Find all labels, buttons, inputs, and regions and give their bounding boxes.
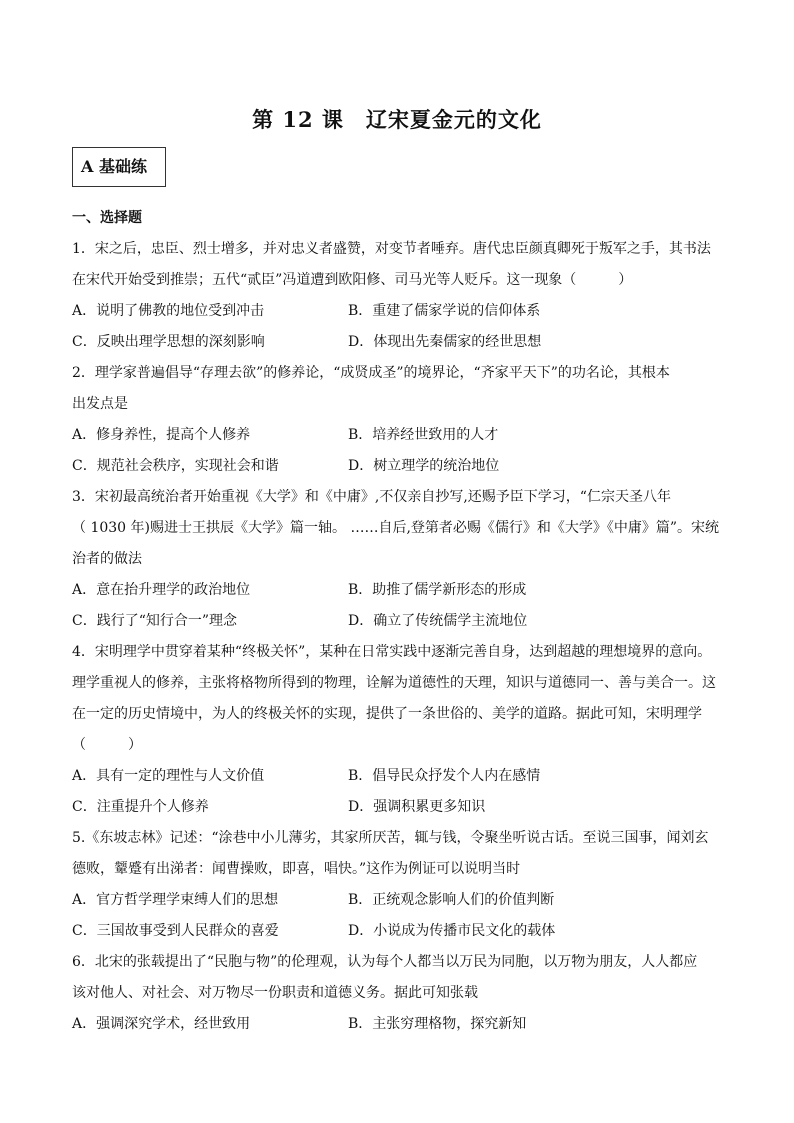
question-2: [72, 358, 722, 482]
question-6: [72, 947, 722, 1040]
question-2-line-2: 出发点是: [72, 396, 128, 412]
page-title: 第 12 课 辽宋夏金元的文化: [252, 107, 542, 132]
question-4-line-4: （ ）: [72, 737, 142, 753]
question-2-option-a[interactable]: A．修身养性，提高个人修养: [72, 427, 251, 443]
question-5-line-2: 德败，颦蹙有出涕者：闻曹操败，即喜，唱快。”这作为例证可以说明当时: [72, 861, 521, 877]
question-5: [72, 823, 722, 947]
question-1-option-a[interactable]: A．说明了佛教的地位受到冲击: [72, 303, 265, 319]
question-1-line-2: 在宋代开始受到推崇；五代“贰臣”冯道遭到欧阳修、司马光等人贬斥。这一现象（ ）: [72, 272, 633, 288]
question-4-option-b[interactable]: B．倡导民众抒发个人内在感情: [348, 768, 541, 784]
question-list: [72, 203, 722, 1040]
question-3-option-d[interactable]: D．确立了传统儒学主流地位: [348, 613, 528, 629]
question-3-option-c[interactable]: C．践行了“知行合一”理念: [72, 613, 238, 629]
question-5-line-1: 5.《东坡志林》记述：“涂巷中小儿薄劣，其家所厌苦，辄与钱，令聚坐听说古话。至说三国事，闻刘玄: [72, 830, 709, 846]
question-2-line-1: 2．理学家普遍倡导“存理去欲”的修养论，“成贤成圣”的境界论，“齐家平天下”的功名论，其根本: [72, 365, 670, 381]
question-1-line-1: 1．宋之后，忠臣、烈士增多，并对忠义者盛赞，对变节者唾弃。唐代忠臣颜真卿死于叛军之手，其书法: [72, 241, 711, 257]
question-1-option-c[interactable]: C．反映出理学思想的深刻影响: [72, 334, 265, 350]
question-4-line-2: 理学重视人的修养，主张将格物所得到的物理，诠解为道德性的天理，知识与道德同一、善与美合一。这: [72, 675, 716, 691]
question-6-option-a[interactable]: A．强调深究学术，经世致用: [72, 1016, 251, 1032]
section-label: A 基础练: [72, 147, 166, 187]
question-2-options-row-1: [72, 420, 722, 451]
question-5-option-b[interactable]: B．正统观念影响人们的价值判断: [348, 892, 555, 908]
question-4-option-a[interactable]: A．具有一定的理性与人文价值: [72, 768, 265, 784]
question-5-option-c[interactable]: C．三国故事受到人民群众的喜爱: [72, 923, 279, 939]
question-2-option-b[interactable]: B．培养经世致用的人才: [348, 427, 499, 443]
question-6-option-b[interactable]: B．主张穷理格物，探究新知: [348, 1016, 527, 1032]
question-3: [72, 482, 722, 637]
question-4-options-row-1: [72, 761, 722, 792]
question-1-option-d[interactable]: D．体现出先秦儒家的经世思想: [348, 334, 542, 350]
question-6-options-row-1: [72, 1009, 722, 1040]
question-3-line-2: （ 1030 年)赐进士王拱辰《大学》篇一轴。 ……自后,登第者必赐《儒行》和《大学》《中庸》篇”。宋统: [72, 520, 720, 536]
question-6-line-2: 该对他人、对社会、对万物尽一份职责和道德义务。据此可知张载: [72, 985, 478, 1001]
question-1-options-row-1: [72, 296, 722, 327]
question-4-options-row-2: [72, 792, 722, 823]
question-4-option-d[interactable]: D．强调积累更多知识: [348, 799, 486, 815]
question-5-option-a[interactable]: A．官方哲学理学束缚人们的思想: [72, 892, 279, 908]
question-3-options-row-1: [72, 575, 722, 606]
question-4-line-3: 在一定的历史情境中，为人的终极关怀的实现，提供了一条世俗的、美学的道路。据此可知，宋明理学: [72, 706, 702, 722]
question-3-option-a[interactable]: A．意在抬升理学的政治地位: [72, 582, 251, 598]
question-2-option-c[interactable]: C．规范社会秩序，实现社会和谐: [72, 458, 279, 474]
question-6-line-1: 6．北宋的张载提出了“民胞与物”的伦理观，认为每个人都当以万民为同胞，以万物为朋友，人人都应: [72, 954, 698, 970]
question-1-options-row-2: [72, 327, 722, 358]
question-3-line-3: 治者的做法: [72, 551, 142, 567]
question-2-options-row-2: [72, 451, 722, 482]
question-4-line-1: 4．宋明理学中贯穿着某种“终极关怀”，某种在日常实践中逐渐完善自身，达到超越的理想境界的意向。: [72, 644, 712, 660]
question-1: [72, 234, 722, 358]
question-3-options-row-2: [72, 606, 722, 637]
question-5-option-d[interactable]: D．小说成为传播市民文化的载体: [348, 923, 556, 939]
question-1-option-b[interactable]: B．重建了儒家学说的信仰体系: [348, 303, 541, 319]
question-3-option-b[interactable]: B．助推了儒学新形态的形成: [348, 582, 527, 598]
question-4: [72, 637, 722, 823]
question-5-options-row-1: [72, 885, 722, 916]
question-2-option-d[interactable]: D．树立理学的统治地位: [348, 458, 500, 474]
question-4-option-c[interactable]: C．注重提升个人修养: [72, 799, 209, 815]
question-3-line-1: 3．宋初最高统治者开始重视《大学》和《中庸》,不仅亲自抄写,还赐予臣下学习，“仁宗天圣八年: [72, 489, 671, 505]
question-5-options-row-2: [72, 916, 722, 947]
section-heading: 一、选择题: [72, 210, 142, 226]
